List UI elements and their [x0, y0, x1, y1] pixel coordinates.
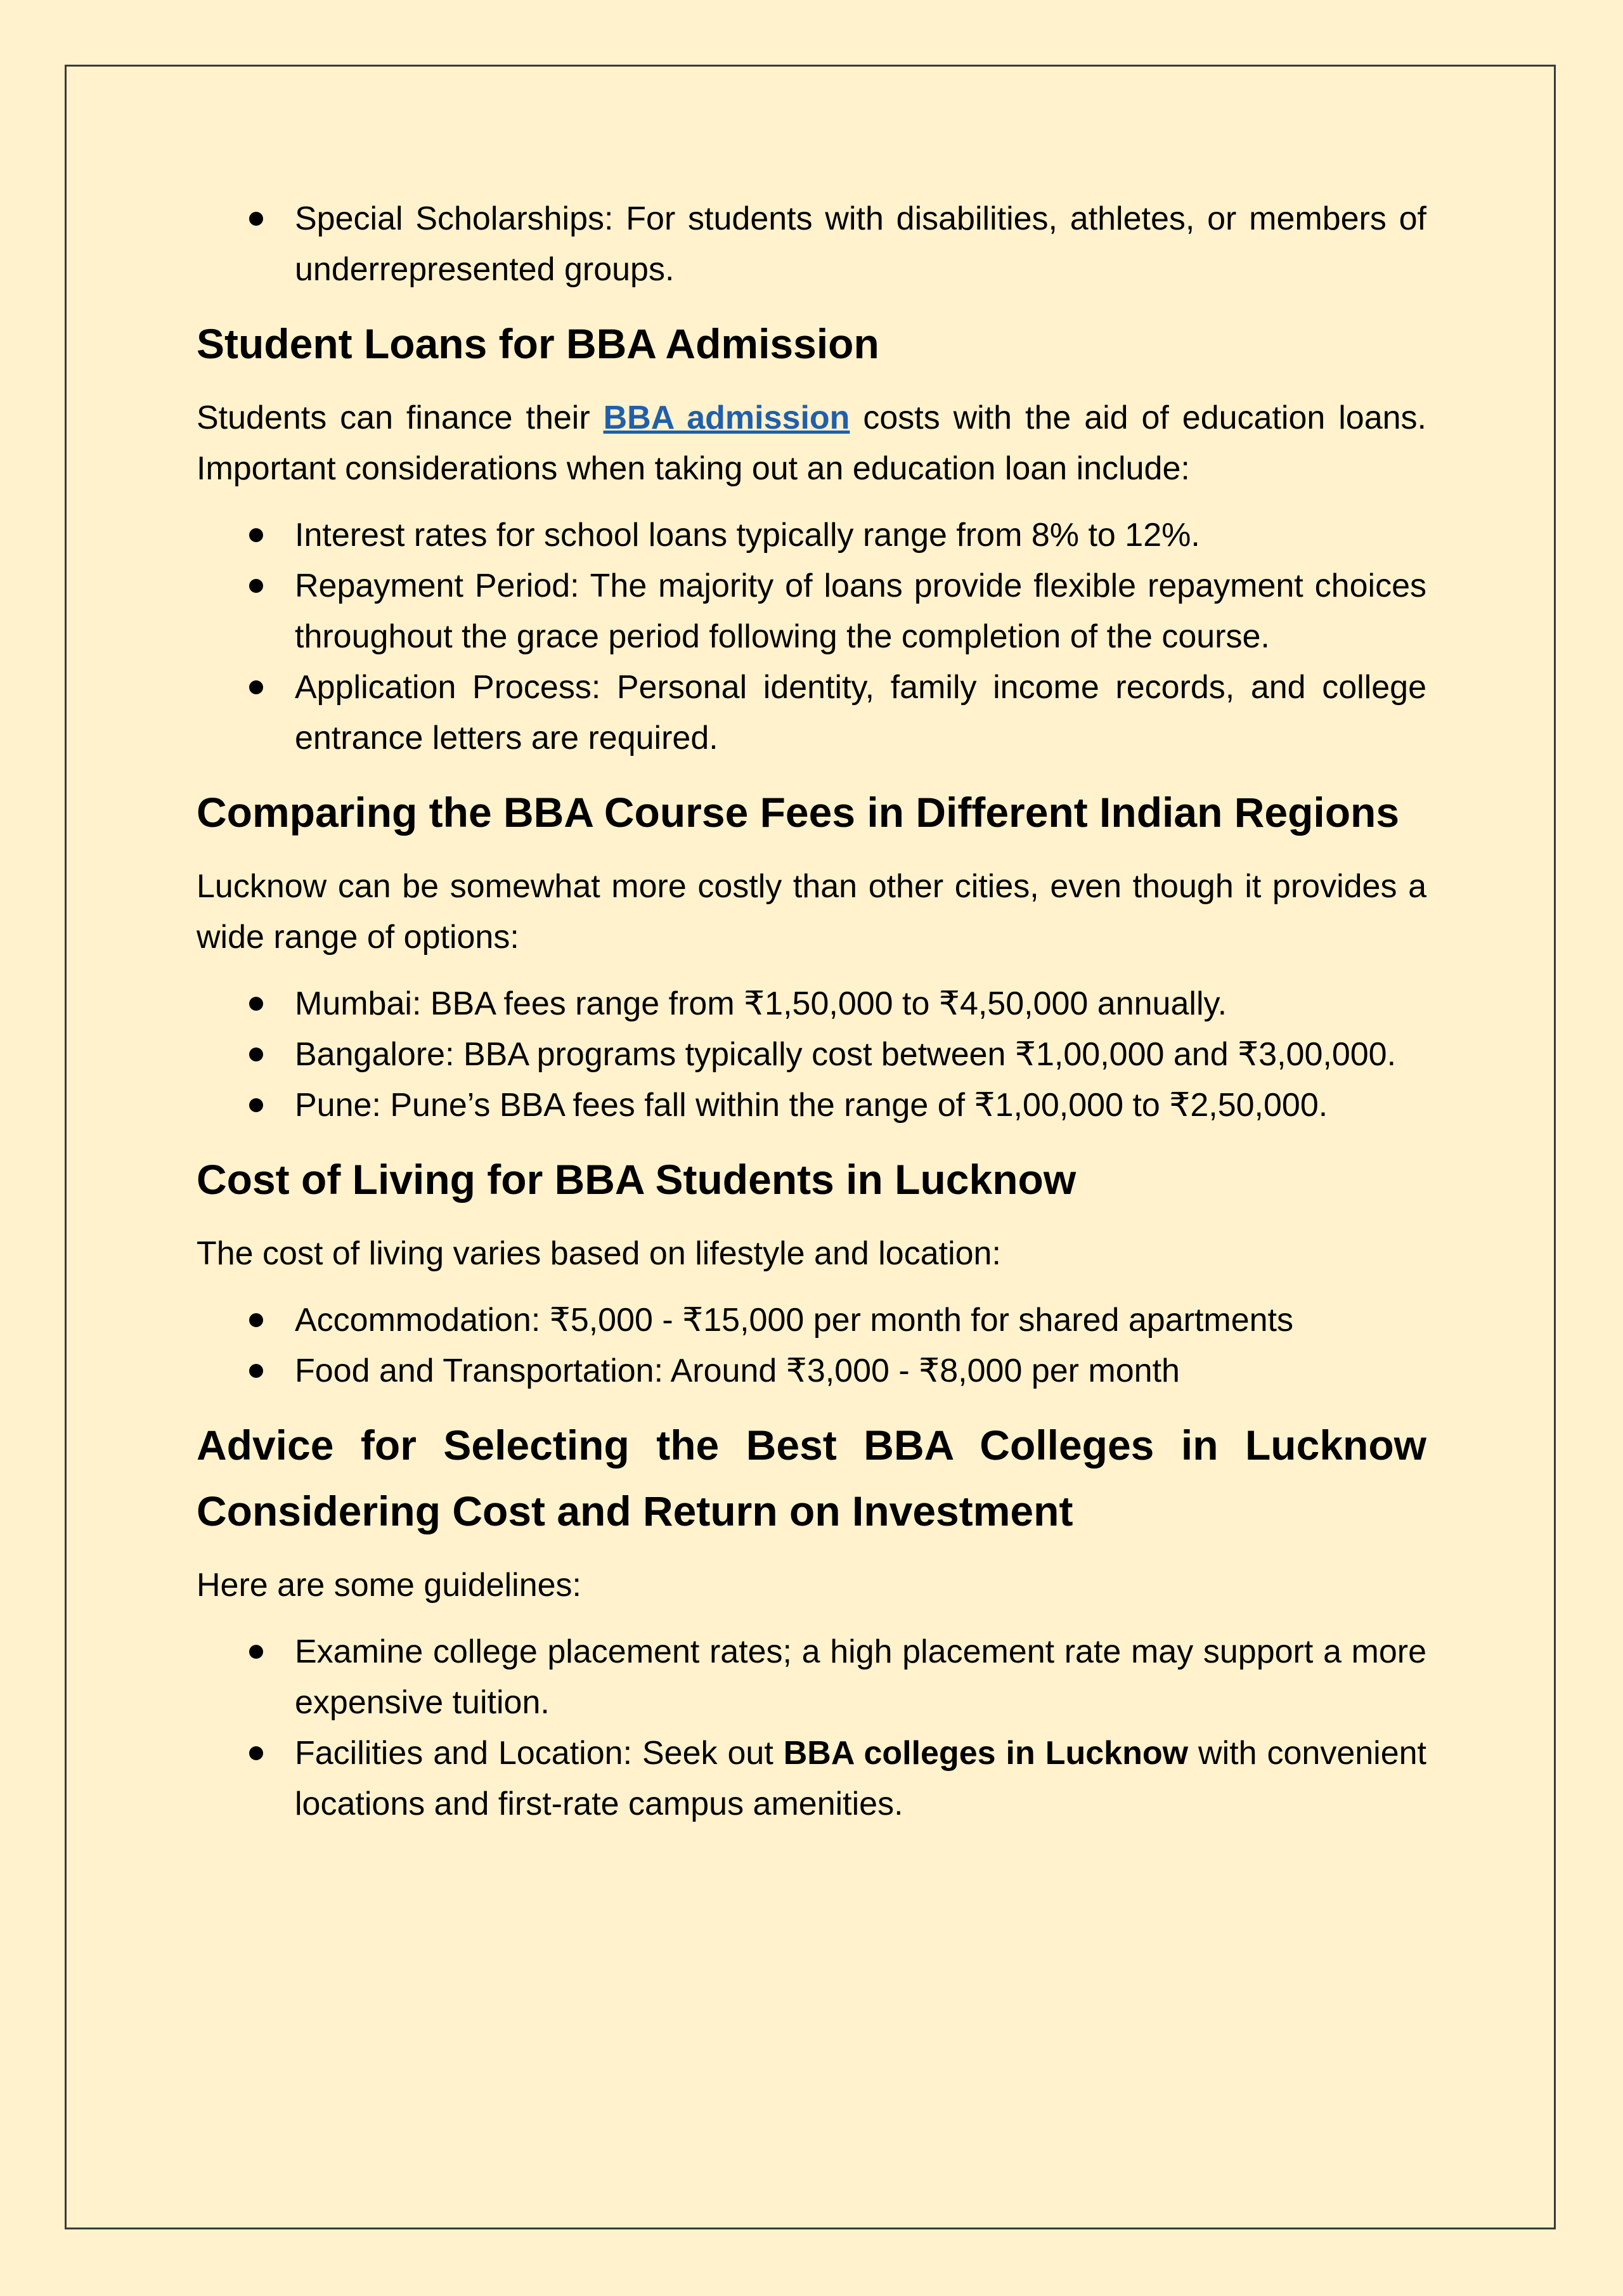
regions-list	[197, 978, 1426, 1131]
list-item-text: Facilities and Location: Seek out BBA colleges in Lucknow with convenient locations and first-rate campus amenities.	[295, 1735, 1426, 1822]
section-heading-advice: Advice for Selecting the Best BBA Colleges in Lucknow Considering Cost and Return on Investment	[197, 1422, 1426, 1534]
bullet-icon	[249, 528, 263, 542]
list-item	[197, 1626, 1426, 1728]
list-item	[197, 1080, 1426, 1131]
list-item-text: Repayment Period: The majority of loans provide flexible repayment choices throughout the grace period following the completion of the course.	[295, 568, 1426, 655]
list-item-text: Pune: Pune’s BBA fees fall within the range of ₹1,00,000 to ₹2,50,000.	[295, 1087, 1328, 1124]
list-item	[197, 510, 1426, 561]
section-heading-living: Cost of Living for BBA Students in Lucknow	[197, 1156, 1077, 1203]
list-item	[197, 1728, 1426, 1829]
scholarship-list	[197, 193, 1426, 295]
bullet-icon	[249, 1047, 263, 1061]
list-item-text: Interest rates for school loans typically range from 8% to 12%.	[295, 517, 1200, 554]
list-item	[197, 1295, 1426, 1346]
list-item	[197, 1346, 1426, 1396]
bullet-icon	[249, 997, 263, 1011]
section-heading-loans: Student Loans for BBA Admission	[197, 320, 879, 367]
advice-intro: Here are some guidelines:	[197, 1567, 581, 1604]
bba-colleges-lucknow-keyword: BBA colleges in Lucknow	[783, 1735, 1189, 1772]
loans-list	[197, 510, 1426, 763]
bba-admission-link[interactable]: BBA admission	[603, 399, 850, 436]
list-item	[197, 662, 1426, 763]
list-item	[197, 193, 1426, 295]
list-item	[197, 978, 1426, 1029]
list-item-text: Mumbai: BBA fees range from ₹1,50,000 to ₹4,50,000 annually.	[295, 985, 1227, 1022]
regions-intro: Lucknow can be somewhat more costly than other cities, even though it provides a wide range of options:	[197, 868, 1426, 956]
bullet-icon	[249, 1645, 263, 1659]
loans-intro: Students can finance their BBA admission costs with the aid of education loans. Important considerations when taking out an education loan include:	[197, 399, 1426, 487]
list-item-text: Bangalore: BBA programs typically cost between ₹1,00,000 and ₹3,00,000.	[295, 1036, 1397, 1073]
list-item-text: Examine college placement rates; a high placement rate may support a more expensive tuition.	[295, 1633, 1426, 1721]
bullet-icon	[249, 579, 263, 593]
living-intro: The cost of living varies based on lifestyle and location:	[197, 1235, 1001, 1272]
list-item-text: Accommodation: ₹5,000 - ₹15,000 per month for shared apartments	[295, 1302, 1294, 1339]
bullet-icon	[249, 1364, 263, 1378]
bullet-icon	[249, 1313, 263, 1327]
advice-list	[197, 1626, 1426, 1829]
list-item-text: Application Process: Personal identity, family income records, and college entrance letters are required.	[295, 669, 1426, 756]
document-body	[197, 193, 1426, 1829]
list-item-text: Special Scholarships: For students with disabilities, athletes, or members of underrepresented groups.	[295, 200, 1426, 288]
list-item-text: Food and Transportation: Around ₹3,000 - ₹8,000 per month	[295, 1352, 1180, 1389]
living-list	[197, 1295, 1426, 1396]
bullet-icon	[249, 1098, 263, 1112]
list-item	[197, 1029, 1426, 1080]
bullet-icon	[249, 1746, 263, 1760]
list-item	[197, 561, 1426, 662]
section-heading-regions: Comparing the BBA Course Fees in Different Indian Regions	[197, 789, 1400, 836]
bullet-icon	[249, 212, 263, 226]
bullet-icon	[249, 680, 263, 694]
